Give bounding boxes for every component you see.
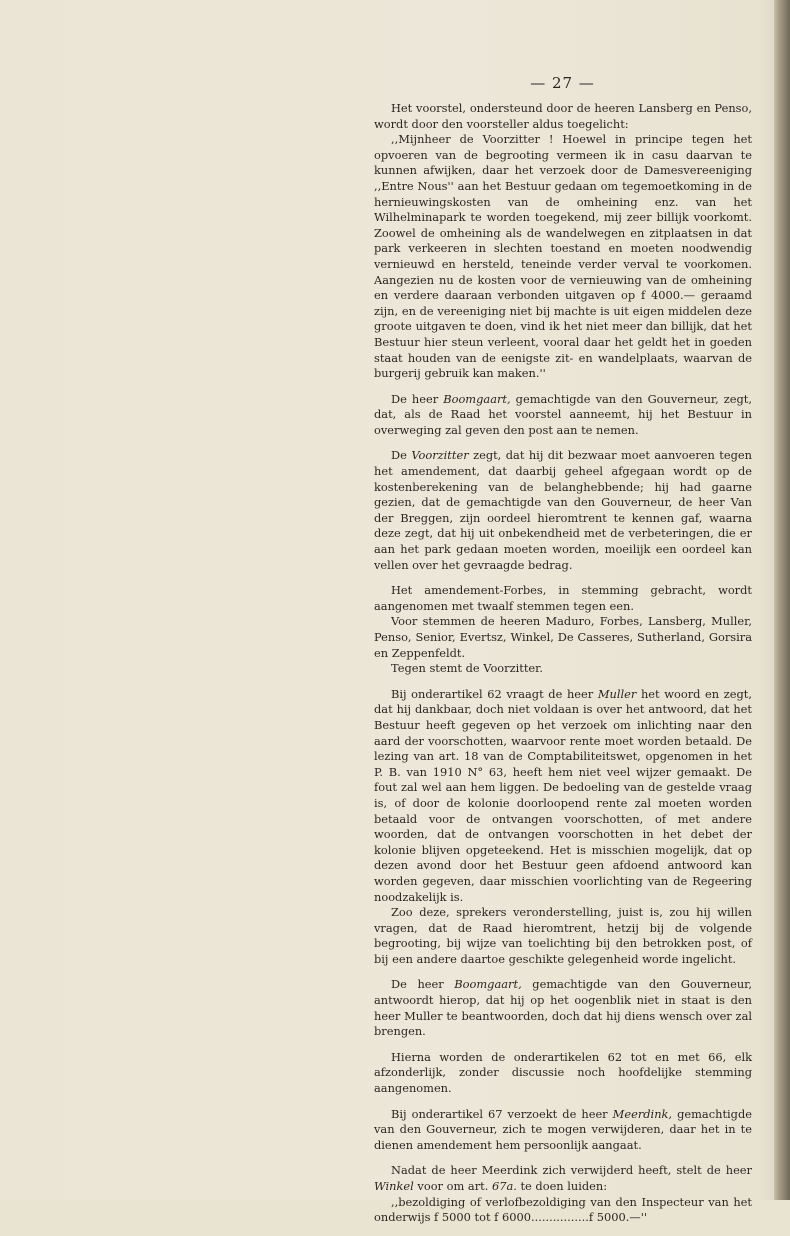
text-run: Hierna worden de onderartikelen 62 tot en met 66, elk afzonderlijk, zonder discussie noch hoofdelijke stemming aangenomen. xyxy=(374,1049,752,1096)
paragraph xyxy=(374,132,752,382)
italic-name: Meerdink, xyxy=(612,1106,673,1121)
italic-name: Muller xyxy=(597,686,637,701)
page-number: — 27 — xyxy=(530,74,595,92)
text-run: De heer xyxy=(391,391,444,406)
paragraph xyxy=(374,977,752,1039)
paragraph xyxy=(374,448,752,573)
paragraph xyxy=(374,583,752,614)
text-run: Voor stemmen de heeren Maduro, Forbes, Lansberg, Muller, Penso, Senior, Evertsz, Winkel, De Casseres, Sutherland, Gorsira en Zeppenfeldt. xyxy=(374,614,752,660)
text-run: Tegen stemt de Voorzitter. xyxy=(391,661,543,676)
italic-name: Voorzitter xyxy=(411,448,469,463)
text-run: gemachtigde van den Gouverneur, zich te mogen verwijderen, daar het in te dienen amendement hem persoonlijk aangaat. xyxy=(374,1106,752,1152)
text-run: De xyxy=(391,448,412,463)
italic-name: Winkel xyxy=(374,1179,414,1193)
text-run: Zoo deze, sprekers veronderstelling, juist is, zou hij willen vragen, dat de Raad hieromtrent, hetzij bij de volgende begrooting, bij wijze van toelichting bij den betrokken post, of bij een andere daartoe geschikte gelegenheid worde ingelicht. xyxy=(374,905,752,966)
text-run: Bij onderartikel 67 verzoekt de heer xyxy=(391,1106,613,1121)
paragraph xyxy=(374,1195,752,1226)
text-run: De heer xyxy=(391,977,455,992)
italic-name: Boomgaart, xyxy=(443,391,511,406)
text-run: het woord en zegt, dat hij dankbaar, doch niet voldaan is over het antwoord, dat het Bestuur heeft gegeven op het verzoek om inlichting naar den aard der voorschotten, waarvoor rente moet worden betaald. De lezing van art. 18 van de Comptabiliteitswet, opgenomen in het P. B. van 1910 N° 63, heeft hem niet veel wijzer gemaakt. De fout zal wel aan hem liggen. De bedoeling van de gestelde vraag is, of door de kolonie doorloopend rente zal moeten worden betaald voor de ontvangen voorschotten, of met andere woorden, dat de ontvangen voorschotten in het debet der kolonie blijven opgeteekend. Het is misschien mogelijk, dat op dezen avond door het Bestuur geen afdoend antwoord kan worden gegeven, daar misschien voorlichting van de Regeering noodzakelijk is. xyxy=(374,686,752,904)
text-run: zegt, dat hij dit bezwaar moet aanvoeren tegen het amendement, dat daarbij geheel afgegaan wordt op de kostenberekening van de belanghebbende; hij had gaarne gezien, dat de gemachtigde van den Gouverneur, de heer Van der Breggen, zijn oordeel hieromtrent te kennen gaf, waarna deze zegt, dat hij uit onbekendheid met de verbeteringen, die er aan het park gedaan moeten worden, moeilijk een oordeel kan vellen over het gevraagde bedrag. xyxy=(374,448,752,572)
text-run: te doen luiden: xyxy=(516,1179,608,1193)
paragraph xyxy=(374,1107,752,1154)
text-run: Nadat de heer Meerdink zich verwijderd heeft, stelt de heer xyxy=(391,1163,752,1178)
text-run: Het voorstel, ondersteund door de heeren Lansberg en Penso, wordt door den voorsteller aldus toegelicht: xyxy=(374,101,752,131)
body-text xyxy=(374,101,752,1236)
italic-name: 67a. xyxy=(491,1179,517,1193)
paragraph xyxy=(374,905,752,967)
paragraph xyxy=(374,101,752,132)
text-run: Bij onderartikel 62 vraagt de heer xyxy=(391,686,598,701)
text-run: ,,Mijnheer de Voorzitter ! Hoewel in principe tegen het opvoeren van de begrooting vermeen ik in casu daarvan te kunnen afwijken, daar het verzoek door de Damesvereeniging ,,Entre Nous'' aan het Bestuur gedaan om tegemoetkoming in de hernieuwingskosten van de omheining enz. van het Wilhelminapark te worden toegekend, mij zeer billijk voorkomt. Zoowel de omheining als de wandelwegen en zitplaatsen in dat park verkeeren in slechten toestand en moeten noodwendig vernieuwd en hersteld, teneinde verder verval te voorkomen. Aangezien nu de kosten voor de vernieuwing van de omheining en verdere daaraan verbonden uitgaven op f 4000.— geraamd zijn, en de vereeniging niet bij machte is uit eigen middelen deze groote uitgaven te doen, vind ik het niet meer dan billijk, dat het Bestuur hier steun verleent, vooral daar het geldt het in goeden staat houden van de eenigste zit- en wandelplaats, waarvan de burgerij gebruik kan maken.'' xyxy=(374,132,752,381)
paragraph xyxy=(374,687,752,905)
paragraph xyxy=(374,1163,752,1194)
text-run: Het amendement-Forbes, in stemming gebracht, wordt aangenomen met twaalf stemmen tegen een. xyxy=(374,583,752,613)
paragraph xyxy=(374,1050,752,1097)
text-run: voor om art. xyxy=(413,1179,492,1193)
italic-name: Boomgaart, xyxy=(454,977,522,992)
text-run: gemachtigde van den Gouverneur, antwoordt hierop, dat hij op het oogenblik niet in staat is den heer Muller te beantwoorden, doch dat hij diens wensch over zal brengen. xyxy=(374,977,752,1039)
paragraph xyxy=(374,614,752,661)
text-run: ,,bezoldiging of verlofbezoldiging van den Inspecteur van het onderwijs f 5000 tot f 6000................f 5000.—'' xyxy=(374,1194,752,1225)
page-edge-shadow xyxy=(774,0,790,1200)
paragraph xyxy=(374,392,752,439)
text-run: gemachtigde van den Gouverneur, zegt, dat, als de Raad het voorstel aanneemt, hij het Bestuur in overweging zal geven den post aan te nemen. xyxy=(374,391,752,437)
paragraph xyxy=(374,661,752,677)
